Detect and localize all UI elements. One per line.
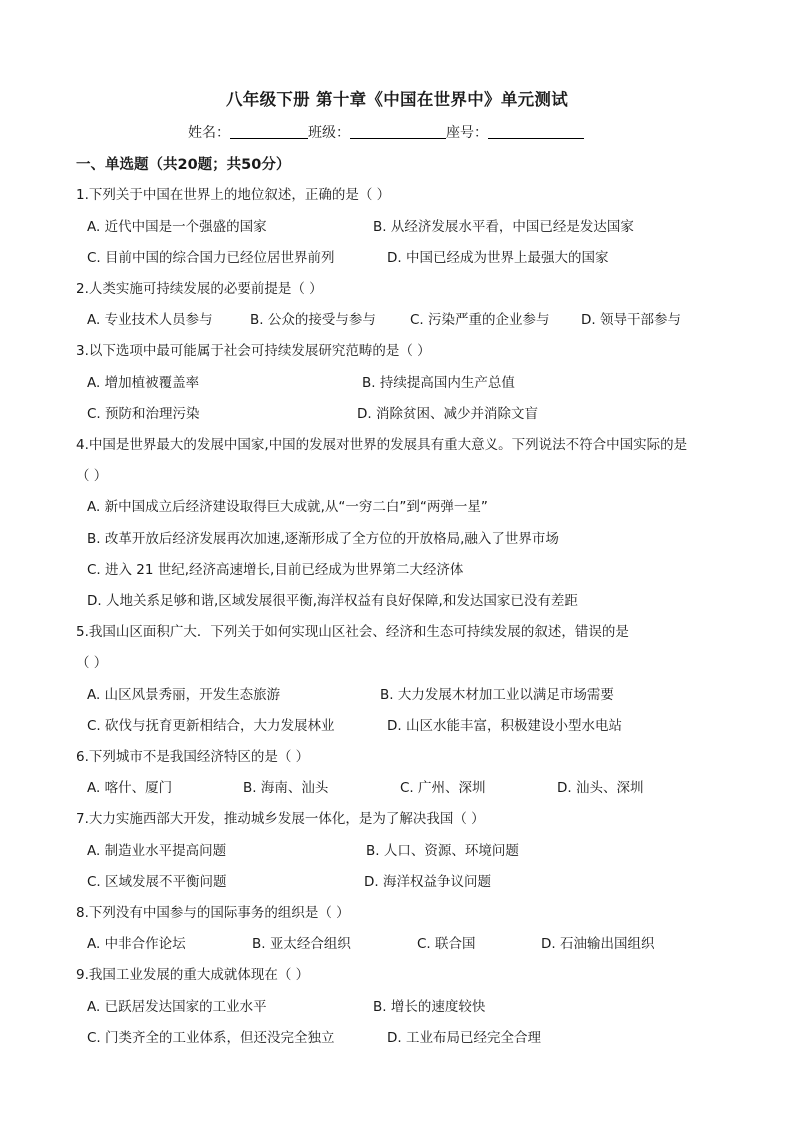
option: A. 制造业水平提高问题 <box>87 843 227 859</box>
question-stem: 3.以下选项中最可能属于社会可持续发展研究范畴的是（ ） <box>76 343 431 359</box>
option: A. 近代中国是一个强盛的国家 <box>87 219 267 235</box>
option: A. 喀什、厦门 <box>87 780 173 796</box>
option: C. 广州、深圳 <box>400 780 486 796</box>
seat-blank <box>488 124 584 139</box>
option: D. 汕头、深圳 <box>557 780 644 796</box>
question-stem: 6.下列城市不是我国经济特区的是（ ） <box>76 749 310 765</box>
option: B. 增长的速度较快 <box>373 999 486 1015</box>
option: B. 大力发展木材加工业以满足市场需要 <box>380 687 614 703</box>
class-blank <box>350 124 446 139</box>
student-info-row <box>188 122 584 142</box>
option: C. 区域发展不平衡问题 <box>87 874 227 890</box>
question-stem: 2.人类实施可持续发展的必要前提是（ ） <box>76 281 323 297</box>
option: C. 联合国 <box>417 936 476 952</box>
option: C. 预防和治理污染 <box>87 406 200 422</box>
section-title: 一、单选题（共20题；共50分） <box>76 157 291 173</box>
question-stem: 9.我国工业发展的重大成就体现在（ ） <box>76 967 310 983</box>
question-stem-continued: （ ） <box>76 655 108 671</box>
question-stem: 8.下列没有中国参与的国际事务的组织是（ ） <box>76 905 350 921</box>
name-label: 姓名： <box>188 125 230 141</box>
option: B. 海南、汕头 <box>243 780 329 796</box>
option: B. 人口、资源、环境问题 <box>366 843 519 859</box>
option: B. 从经济发展水平看，中国已经是发达国家 <box>373 219 634 235</box>
option: C. 门类齐全的工业体系，但还没完全独立 <box>87 1030 335 1046</box>
page-title: 八年级下册 第十章《中国在世界中》单元测试 <box>225 90 569 109</box>
option: D. 海洋权益争议问题 <box>364 874 491 890</box>
name-blank <box>230 124 308 139</box>
option: A. 增加植被覆盖率 <box>87 375 200 391</box>
question-stem: 5.我国山区面积广大．下列关于如何实现山区社会、经济和生态可持续发展的叙述，错误的是 <box>76 624 629 640</box>
option: A. 中非合作论坛 <box>87 936 186 952</box>
option: A. 山区风景秀丽，开发生态旅游 <box>87 687 281 703</box>
option: C. 进入 21 世纪,经济高速增长,目前已经成为世界第二大经济体 <box>87 562 464 578</box>
question-stem: 1.下列关于中国在世界上的地位叙述，正确的是（ ） <box>76 187 391 203</box>
option: B. 亚太经合组织 <box>252 936 351 952</box>
option: B. 持续提高国内生产总值 <box>362 375 515 391</box>
option: B. 公众的接受与参与 <box>250 312 376 328</box>
question-stem-continued: （ ） <box>76 468 108 484</box>
option: D. 消除贫困、减少并消除文盲 <box>357 406 538 422</box>
option: C. 砍伐与抚育更新相结合，大力发展林业 <box>87 718 335 734</box>
option: D. 山区水能丰富，积极建设小型水电站 <box>387 718 622 734</box>
option: D. 工业布局已经完全合理 <box>387 1030 541 1046</box>
class-label: 班级： <box>308 125 350 141</box>
option: B. 改革开放后经济发展再次加速,逐渐形成了全方位的开放格局,融入了世界市场 <box>87 531 559 547</box>
question-stem: 7.大力实施西部大开发，推动城乡发展一体化，是为了解决我国（ ） <box>76 811 485 827</box>
option: A. 已跃居发达国家的工业水平 <box>87 999 267 1015</box>
option: A. 新中国成立后经济建设取得巨大成就,从“一穷二白”到“两弹一星” <box>87 499 488 515</box>
option: D. 中国已经成为世界上最强大的国家 <box>387 250 609 266</box>
seat-label: 座号： <box>446 125 488 141</box>
option: D. 石油输出国组织 <box>541 936 655 952</box>
option: C. 污染严重的企业参与 <box>410 312 550 328</box>
option: D. 人地关系足够和谐,区域发展很平衡,海洋权益有良好保障,和发达国家已没有差距 <box>87 593 578 609</box>
question-stem: 4.中国是世界最大的发展中国家,中国的发展对世界的发展具有重大意义。下列说法不符合中国实际的是 <box>76 437 688 453</box>
option: D. 领导干部参与 <box>581 312 681 328</box>
option: C. 目前中国的综合国力已经位居世界前列 <box>87 250 335 266</box>
option: A. 专业技术人员参与 <box>87 312 213 328</box>
